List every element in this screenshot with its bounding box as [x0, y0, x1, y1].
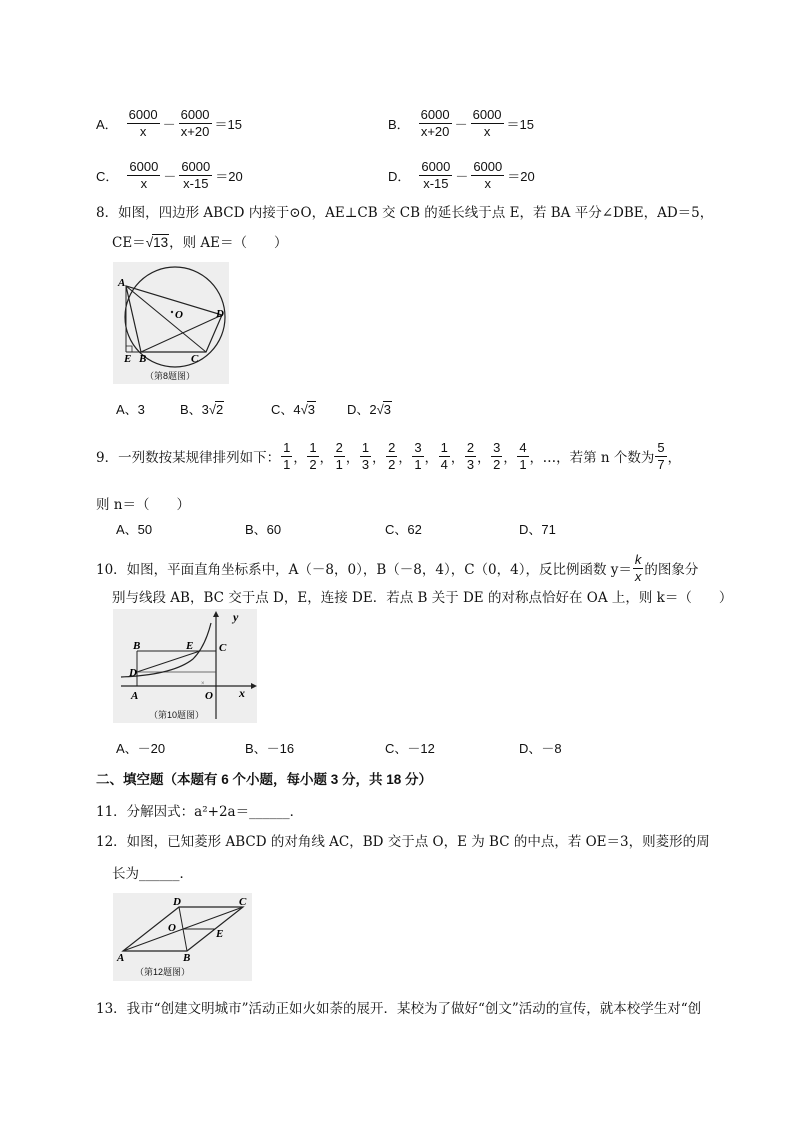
q8-diagram [113, 262, 229, 384]
q10-diagram [113, 609, 257, 723]
q10-figure [113, 609, 257, 723]
q7-option-a: A． $\frac{6000}{x}$ － $\frac{6000}{x+20}$ ＝15 [96, 107, 242, 139]
right-angle-mark [126, 346, 132, 352]
q9-sequence-fraction: $\frac{2}{2}$ [388, 440, 396, 472]
svg-text:y: y [233, 610, 239, 624]
comma: ， [450, 449, 464, 465]
q7-option-d: D． $\frac{6000}{x-15}$ － $\frac{6000}{x}$ ＝20 [388, 159, 535, 191]
comma: ， [319, 449, 333, 465]
section-2-heading: 二、填空题（本题有 6 个小题，每小题 3 分，共 18 分） [96, 772, 433, 787]
svg-text:C: C [191, 353, 199, 365]
svg-text:（第12题图）: （第12题图） [135, 967, 191, 977]
svg-text:A: A [117, 952, 125, 964]
center-dot [171, 311, 173, 313]
svg-text:O: O [205, 690, 213, 702]
q9-option-c: C、62 [385, 522, 422, 537]
svg-text:B: B [133, 640, 141, 652]
fraction: $\frac{6000}{x+20}$ [180, 107, 210, 139]
comma: ， [293, 449, 307, 465]
q11-text: 11．分解因式：a²+2a＝______． [96, 804, 304, 820]
svg-text:D: D [129, 667, 137, 679]
svg-text:×: × [201, 681, 205, 687]
q8-option-b: B、3√2 [180, 402, 224, 417]
svg-text:C: C [219, 642, 227, 654]
q8-figure [113, 262, 229, 384]
q13-text-line1: 13．我市“创建文明城市”活动正如火如荼的展开．某校为了做好“创文”活动的宣传，就本校学生对“创 [96, 1001, 702, 1017]
q8-option-d: D、2√3 [347, 402, 391, 417]
q10-text-line2: 别与线段 AB，BC 交于点 D，E，连接 DE．若点 B 关于 DE 的对称点恰好在 OA 上，则 k＝（ ） [112, 590, 733, 606]
q9-target-fraction: $\frac{5}{7}$ [657, 440, 665, 472]
svg-text:O: O [175, 309, 183, 321]
comma: ， [398, 449, 412, 465]
comma: ， [345, 449, 359, 465]
quadrilateral-abcd [126, 286, 222, 352]
q9-sequence-fraction: $\frac{2}{3}$ [466, 440, 475, 472]
sqrt: √13 [145, 235, 169, 250]
fraction: $\frac{6000}{x-15}$ [421, 159, 451, 191]
diagonal-ac [126, 286, 206, 352]
q12-figure [113, 893, 252, 981]
q9-text-line1: 9．一列数按某规律排列如下： $\frac{1}{1}$ ， $\frac{1}{2}$ ， $\frac{2}{1}$ ， $\frac{1}{3}$ ， $\frac{2}{2}$ ， $\frac{3}{1}$ ， $\frac{1}{4}$ ， $\frac{2}{3}$ ， $\frac{3}{2}$ ， $\frac{4}{1}$ ， …，若第 n 个数为 $\frac{5}{7}$ ， [96, 440, 681, 472]
fraction: $\frac{6000}{x}$ [472, 107, 502, 139]
q8-text-line2: CE＝√13，则 AE＝（ ） [112, 235, 288, 251]
q9-option-d: D、71 [519, 522, 556, 537]
q9-sequence-fraction: $\frac{1}{1}$ [283, 440, 291, 472]
q9-sequence-fraction: $\frac{4}{1}$ [519, 440, 527, 472]
q9-sequence-fraction: $\frac{1}{2}$ [309, 440, 317, 472]
q7-option-c: C． $\frac{6000}{x}$ － $\frac{6000}{x-15}$ ＝20 [96, 159, 243, 191]
svg-text:（第8题图）: （第8题图） [145, 371, 196, 381]
svg-text:O: O [168, 922, 176, 934]
q9-option-b: B、60 [245, 522, 282, 537]
svg-text:E: E [124, 353, 132, 365]
q9-sequence-fraction: $\frac{1}{4}$ [440, 440, 448, 472]
q9-option-a: A、50 [116, 522, 153, 537]
svg-text:x: x [239, 686, 245, 700]
svg-text:B: B [139, 353, 147, 365]
fraction: $\frac{6000}{x}$ [128, 107, 158, 139]
svg-text:E: E [216, 928, 224, 940]
svg-text:A: A [118, 277, 126, 289]
fraction: $\frac{6000}{x}$ [473, 159, 503, 191]
q9-text-line2: 则 n＝（ ） [96, 497, 190, 513]
q9-sequence-fraction: $\frac{2}{1}$ [335, 440, 343, 472]
q8-option-c: C、4√3 [271, 402, 315, 417]
comma: ， [503, 449, 517, 465]
svg-text:D: D [216, 308, 224, 320]
q9-sequence-fraction: $\frac{3}{1}$ [414, 440, 422, 472]
q10-option-a: A、－20 [116, 741, 166, 756]
comma: ， [477, 449, 491, 465]
svg-text:C: C [239, 896, 247, 908]
svg-text:D: D [173, 896, 181, 908]
fraction: $\frac{6000}{x-15}$ [181, 159, 211, 191]
q9-sequence [280, 441, 543, 471]
q9-sequence-fraction: $\frac{3}{2}$ [493, 440, 501, 472]
q12-text-line2: 长为______． [112, 866, 193, 882]
svg-text:E: E [186, 640, 194, 652]
svg-text:（第10题图）: （第10题图） [149, 710, 205, 720]
q12-diagram [113, 893, 252, 981]
q10-option-d: D、－8 [519, 741, 562, 756]
fraction: $\frac{6000}{x+20}$ [420, 107, 450, 139]
comma: ， [424, 449, 438, 465]
svg-text:B: B [183, 952, 191, 964]
q10-fraction: $\frac{k}{x}$ [634, 552, 642, 584]
q9-sequence-fraction: $\frac{1}{3}$ [361, 440, 370, 472]
q10-option-c: C、－12 [385, 741, 435, 756]
comma: ， [529, 449, 543, 465]
q7-option-b: B． $\frac{6000}{x+20}$ － $\frac{6000}{x}$ ＝15 [388, 107, 534, 139]
comma: ， [372, 449, 386, 465]
q8-text-line1: 8．如图，四边形 ABCD 内接于⊙O，AE⊥CB 交 CB 的延长线于点 E，若 BA 平分∠DBE，AD＝5， [96, 205, 714, 221]
q10-option-b: B、－16 [245, 741, 295, 756]
svg-text:A: A [131, 690, 139, 702]
q10-text-line1: 10．如图，平面直角坐标系中，A（－8，0），B（－8，4），C（0，4），反比例函数 y＝ $\frac{k}{x}$ 的图象分 [96, 552, 699, 584]
q12-text-line1: 12．如图，已知菱形 ABCD 的对角线 AC，BD 交于点 O，E 为 BC 的中点，若 OE＝3，则菱形的周 [96, 834, 710, 850]
fraction: $\frac{6000}{x}$ [129, 159, 159, 191]
q8-option-a: A、3 [116, 402, 145, 417]
